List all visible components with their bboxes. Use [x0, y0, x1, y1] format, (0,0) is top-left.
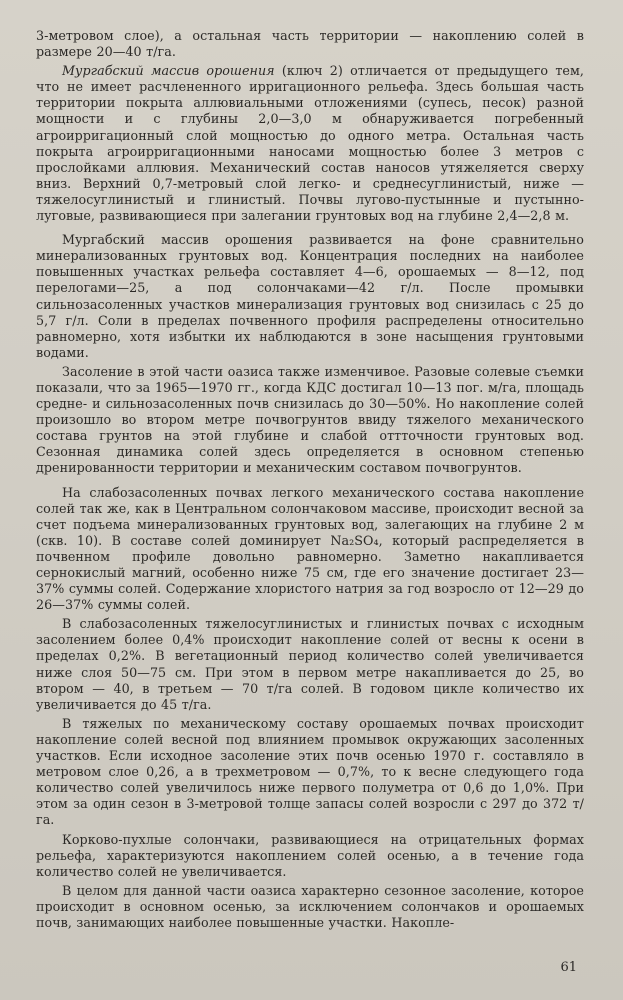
paragraph-text: 3-метровом слое), а остальная часть территории — накоплению солей в размере 20—40 т/га.	[36, 28, 584, 60]
paragraph-solonchaks	[36, 832, 584, 880]
paragraph-irrigated-soils	[36, 716, 584, 829]
paragraph-groundwater	[36, 232, 584, 361]
paragraph-text: Засоление в этой части оазиса также изменчивое. Разовые солевые съемки показали, что за 1965—1970 гг., когда КДС достигал 10—13 пог. м/га, площадь средне- и сильнозасоленных почв снизилась до 30—50%. Но накопление солей произошло во втором метре почвогрунтов ввиду тяжелого механического состава грунтов на этой глубине и слабой оттточности грунтовых вод. Сезонная динамика солей здесь определяется в основном степенью дренированности территории и механическим составом почвогрунтов.	[36, 363, 584, 476]
paragraph-text: В целом для данной части оазиса характерно сезонное засоление, которое происходит в основном осенью, за исключением солончаков и орошаемых почв, занимающих наиболее повышенные участки. Накопле-	[36, 882, 584, 930]
paragraph-text: Мургабский массив орошения развивается на фоне сравнительно минерализованных грунтовых вод. Концентрация последних на наиболее повышенных участках рельефа составляет 4—6, орошаемых — 8—12, под перелогами—25, а под солончаками—42 г/л. После промывки сильнозасоленных участков минерализация грунтовых вод снизилась с 25 до 5,7 г/л. Соли в пределах почвенного профиля распределены относительно равномерно, хотя избытки их наблюдаются в зоне насыщения грунтовыми водами.	[36, 232, 584, 360]
paragraph-conclusion	[36, 883, 584, 931]
paragraph-murgab-massif	[36, 63, 584, 224]
paragraph-text: Корково-пухлые солончаки, развивающиеся на отрицательных формах рельефа, характеризуются накоплением солей осенью, а в течение года количество солей не увеличивается.	[36, 831, 584, 879]
paragraph-continuation	[36, 28, 584, 60]
paragraph-heavy-loam-soils	[36, 616, 584, 713]
paragraph-text: На слабозасоленных почвах легкого механического состава накопление солей так же, как в Центральном солончаковом массиве, происходит весной за счет подъема минерализованных грунтовых вод, залегающих на глубине 2 м (скв. 10). В составе солей доминирует Na₂SO₄, который распределяется в почвенном профиле довольно равномерно. Заметно накапливается сернокислый магний, особенно ниже 75 см, где его значение достигает 23—37% суммы солей. Содержание хлористого натрия за год возросло от 12—29 до 26—37% суммы солей.	[36, 484, 584, 613]
text-column	[36, 28, 584, 931]
italic-term: Мургабский массив орошения	[62, 63, 275, 79]
page-number: 61	[560, 960, 577, 975]
paragraph-text: (ключ 2) отличается от предыдущего тем, что не имеет расчлененного ирригационного рельефа. Здесь большая часть территории покрыта аллювиальными отложениями (супесь, песок) разной мощности и с глубины 2,0—3,0 м обнаруживается погребенный агроирригационный слой мощностью до одного метра. Остальная часть покрыта агроирригационными наносами мощностью более 3 метров с прослойками аллювия. Механический состав наносов утяжеляется сверху вниз. Верхний 0,7-метровый слой легко- и среднесуглинистый, ниже —тяжелосуглинистый и глинистый. Почвы лугово-пустынные и пустынно-луговые, развивающиеся при залегании грунтовых вод на глубине 2,4—2,8 м.	[36, 63, 584, 224]
paragraph-text: В слабозасоленных тяжелосуглинистых и глинистых почвах с исходным засолением более 0,4% происходит накопление солей от весны к осени в пределах 0,2%. В вегетационный период количество солей увеличивается ниже слоя 50—75 см. При этом в первом метре накапливается до 25, во втором — 40, в третьем — 70 т/га солей. В годовом цикле количество их увеличивается до 45 т/га.	[36, 616, 584, 712]
paragraph-light-soils	[36, 485, 584, 614]
paragraph-text: В тяжелых по механическому составу орошаемых почвах происходит накопление солей весной под влиянием промывок окружающих засоленных участков. Если исходное засоление этих почв осенью 1970 г. составляло в метровом слое 0,26, а в трехметровом — 0,7%, то к весне следующего года количество солей увеличилось ниже первого полуметра от 0,6 до 1,0%. При этом за один сезон в 3-метровой толще запасы солей возросли с 297 до 372 т/га.	[36, 715, 584, 828]
paragraph-salinization	[36, 364, 584, 477]
